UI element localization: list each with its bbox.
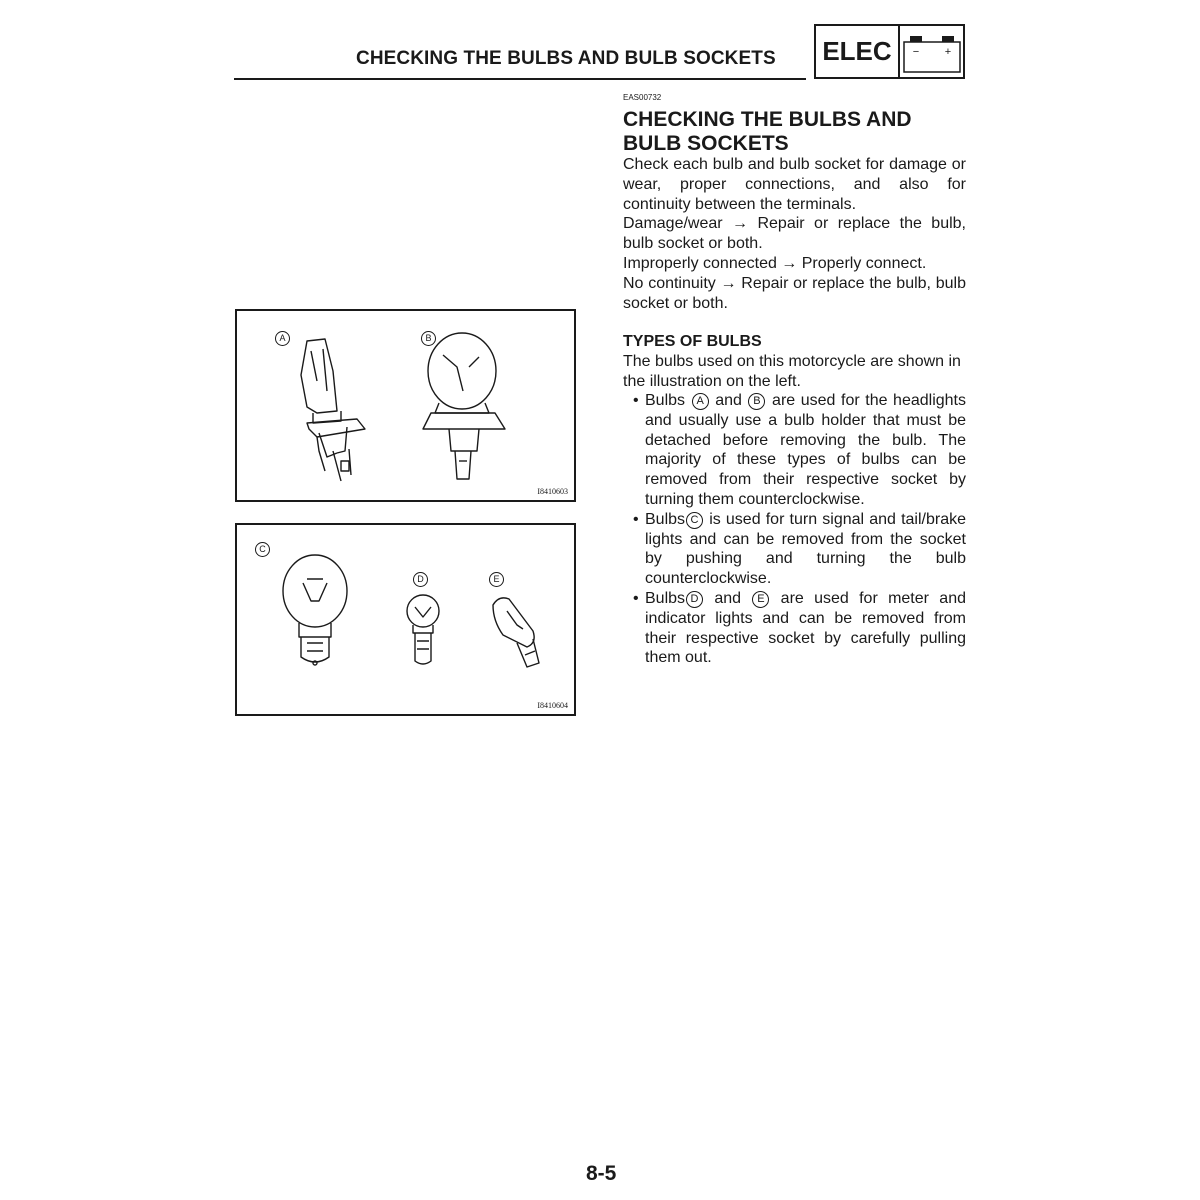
- figure-headlight-bulbs: [235, 309, 576, 502]
- label-d: D: [686, 591, 703, 608]
- signal-meter-bulbs-illustration: [237, 525, 574, 714]
- label-b: B: [748, 393, 765, 410]
- badge-label: ELEC: [816, 26, 900, 77]
- bullet-text: and: [715, 392, 742, 409]
- section-title-line1: CHECKING THE BULBS AND: [623, 108, 912, 131]
- page-header-title: CHECKING THE BULBS AND BULB SOCKETS: [356, 48, 776, 69]
- figure-label-e: E: [489, 572, 504, 587]
- bullet-text: and: [714, 589, 742, 607]
- continuity-line: No continuity → Repair or replace the bulb, bulb socket or both.: [623, 275, 966, 312]
- header-rule: [234, 78, 806, 80]
- battery-icon: [902, 32, 962, 74]
- figure-label-a: A: [275, 331, 290, 346]
- damage-line: Damage/wear → Repair or replace the bulb, bulb socket or both.: [623, 215, 966, 252]
- battery-plus: +: [944, 46, 952, 58]
- bullet-text: Bulbs: [645, 510, 686, 528]
- bullet-text: is used for turn signal and tail/brake lights and can be removed from the socket by pushing and turning the bulb counterclockwise.: [645, 510, 966, 588]
- list-item: [633, 510, 966, 589]
- page-number: 8-5: [586, 1162, 617, 1185]
- figure-code: I8410603: [537, 487, 568, 496]
- bullet-dot: •: [633, 392, 639, 409]
- bullet-dot: •: [633, 510, 639, 528]
- bullet-dot: •: [633, 589, 639, 607]
- connected-line: Improperly connected → Properly connect.: [623, 255, 927, 272]
- types-heading: TYPES OF BULBS: [623, 333, 762, 350]
- intro-paragraph: Check each bulb and bulb socket for damage or wear, proper connections, and also for continuity between the terminals.: [623, 156, 966, 213]
- label-a: A: [692, 393, 709, 410]
- section-title-line2: BULB SOCKETS: [623, 132, 789, 155]
- battery-minus: −: [912, 46, 920, 58]
- figure-label-c: C: [255, 542, 270, 557]
- bulb-type-list: [633, 391, 966, 668]
- label-c: C: [686, 512, 703, 529]
- bullet-text: are used for meter and indicator lights and can be removed from their respective socket by carefully pulling them out.: [645, 589, 966, 667]
- figure-label-b: B: [421, 331, 436, 346]
- list-item: [633, 391, 966, 510]
- section-title: [623, 108, 966, 156]
- label-e: E: [752, 591, 769, 608]
- bullet-text: Bulbs: [645, 392, 686, 409]
- types-intro: The bulbs used on this motorcycle are shown in the illustration on the left.: [623, 353, 961, 390]
- figure-label-d: D: [413, 572, 428, 587]
- bullet-text: are used for the headlights and usually use a bulb holder that must be detached before removing the bulb. The majority of these types of bulbs can be removed from their respective socket by turning them counterclockwise.: [645, 392, 966, 508]
- section-code: EAS00732: [623, 93, 662, 102]
- figure-signal-meter-bulbs: [235, 523, 576, 716]
- list-item: [633, 589, 966, 668]
- bullet-text: Bulbs: [645, 589, 686, 607]
- section-badge: [814, 24, 965, 79]
- figure-code: I8410604: [537, 701, 568, 710]
